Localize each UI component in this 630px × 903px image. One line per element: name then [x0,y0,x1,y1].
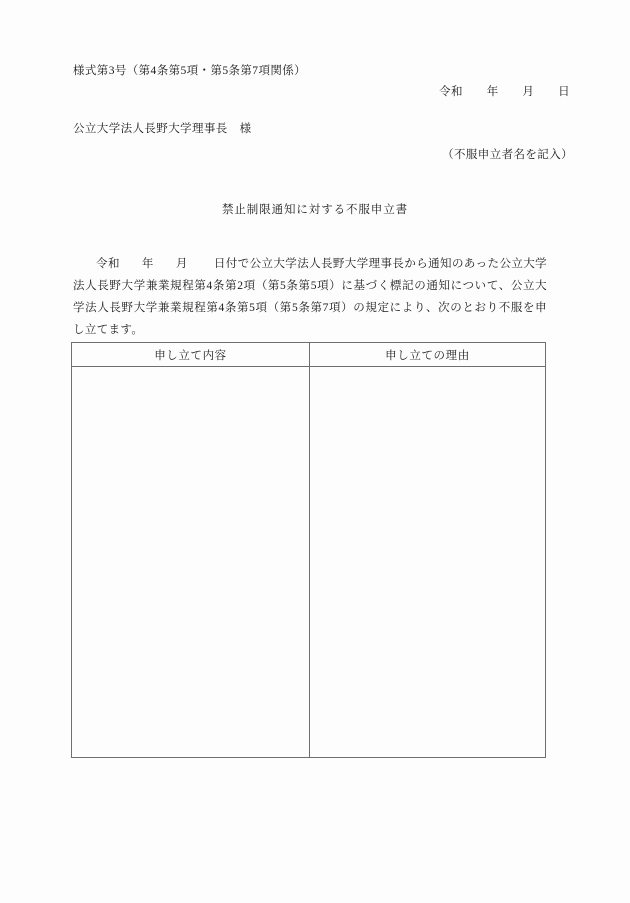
table-row [72,367,546,758]
addressee-line: 公立大学法人長野大学理事長 様 [73,123,252,135]
body-main-text: 日付で公立大学法人長野大学理事長から通知のあった公立大学法人長野大学兼業規程第4条第2項（第5条第5項）に基づく標記の通知について、公立大学法人長野大学兼業規程第4条第5項（第5条第7項）の規定により、次のとおり不服を申し立てます。 [73,257,548,337]
body-paragraph [73,253,547,342]
form-number: 様式第3号（第4条第5項・第5条第7項関係） [73,65,307,77]
body-month-unit: 月 [175,257,188,270]
claim-reason-cell[interactable] [310,367,546,758]
body-year-unit: 年 [141,257,154,270]
applicant-name-note: （不服申立者名を記入） [442,149,573,161]
table-header-content: 申し立て内容 [72,343,310,367]
claim-table [71,342,546,758]
date-line: 令和 年 月 日 [439,86,570,98]
table-header-row [72,343,546,367]
claim-content-cell[interactable] [72,367,310,758]
document-title: 禁止制限通知に対する不服申立書 [222,204,408,216]
body-era: 令和 [96,257,120,270]
table-header-reason: 申し立ての理由 [310,343,546,367]
